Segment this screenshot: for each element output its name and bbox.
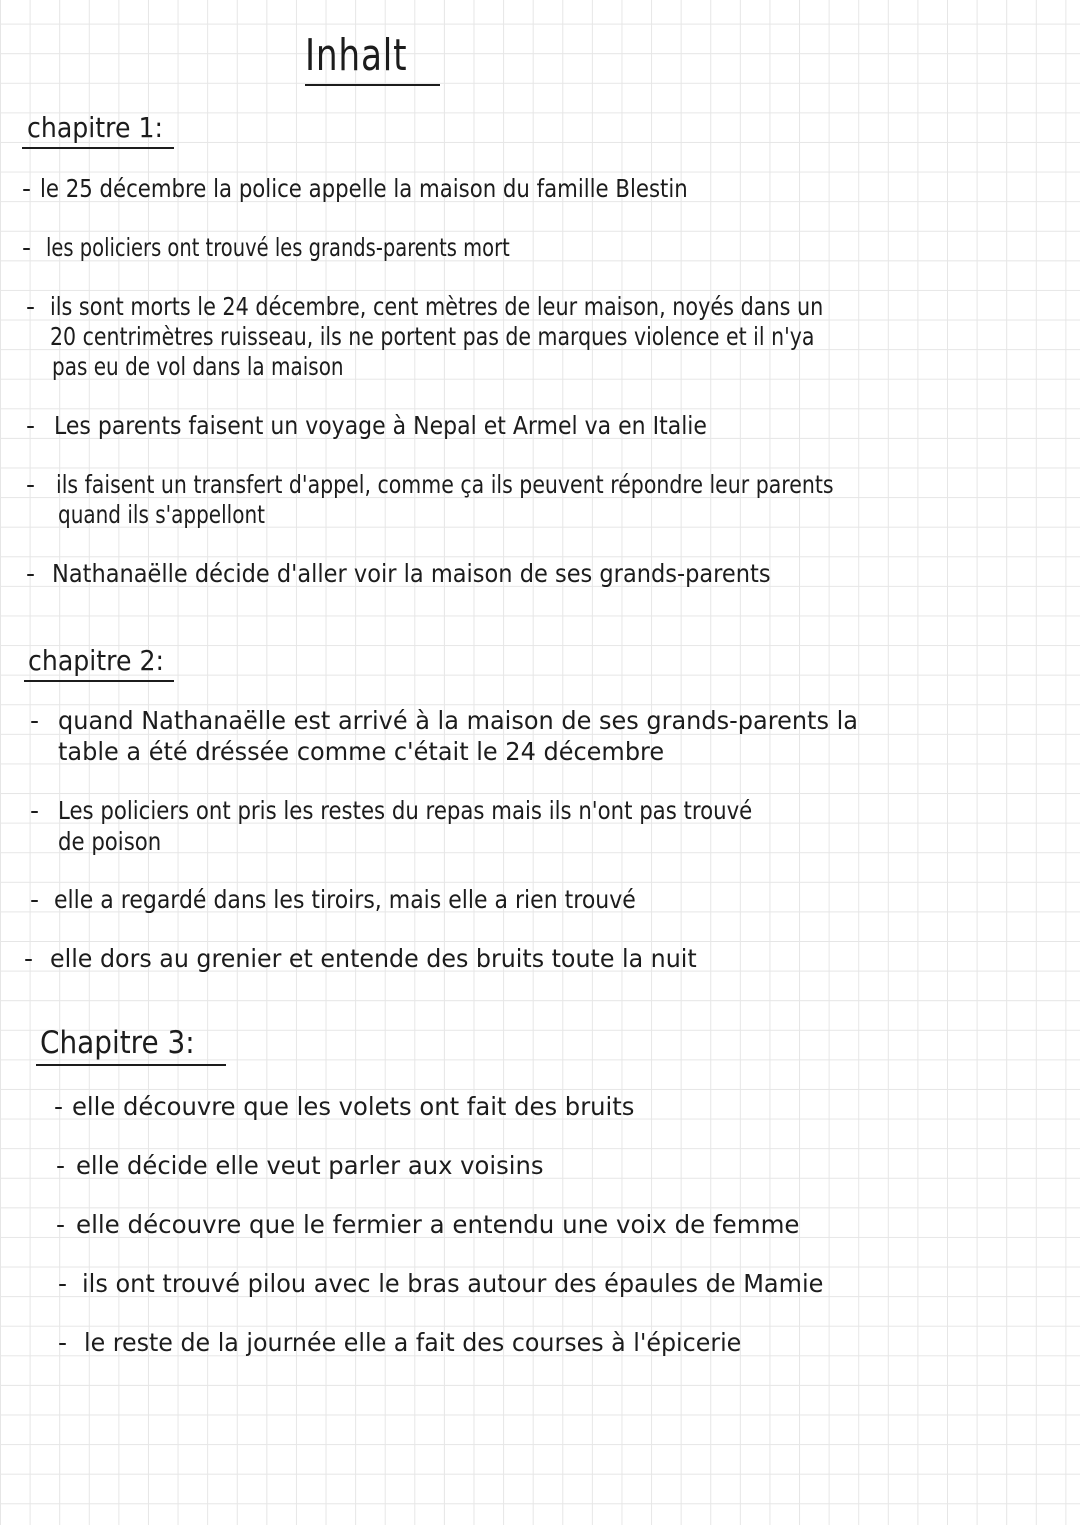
chapter-1-heading: chapitre 1:: [27, 111, 163, 144]
chapter-2-item-1-line-2: table a été dréssée comme c'était le 24 décembre: [58, 737, 665, 766]
chapter-1-item-6-line-1: Nathanaëlle décide d'aller voir la maison de ses grands-parents: [52, 559, 771, 588]
bullet-dash: -: [30, 796, 40, 825]
chapter-3-item-2-line-1: elle décide elle veut parler aux voisins: [76, 1151, 544, 1180]
chapter-1-item-5-line-2: quand ils s'appellont: [58, 500, 265, 529]
bullet-dash: -: [56, 1151, 66, 1180]
page-title: Inhalt: [305, 30, 408, 81]
chapter-1-item-3-line-1: ils sont morts le 24 décembre, cent mètres de leur maison, noyés dans un: [50, 292, 824, 321]
chapter-3-item-4-line-1: ils ont trouvé pilou avec le bras autour des épaules de Mamie: [82, 1269, 824, 1298]
bullet-dash: -: [22, 174, 32, 203]
bullet-dash: -: [26, 411, 36, 440]
bullet-dash: -: [30, 706, 40, 735]
chapter-1-item-3-line-2: 20 centrimètres ruisseau, ils ne portent pas de marques violence et il n'ya: [50, 322, 815, 351]
bullet-dash: -: [30, 885, 40, 914]
chapter-2-item-4-line-1: elle dors au grenier et entende des bruits toute la nuit: [50, 944, 697, 973]
chapter-3-item-1-line-1: elle découvre que les volets ont fait des bruits: [72, 1092, 635, 1121]
bullet-dash: -: [26, 559, 36, 588]
bullet-dash: -: [22, 233, 32, 262]
chapter-3-item-5-line-1: le reste de la journée elle a fait des courses à l'épicerie: [84, 1328, 742, 1357]
chapter-1-item-3-line-3: pas eu de vol dans la maison: [52, 352, 344, 381]
chapter-1-item-5-line-1: ils faisent un transfert d'appel, comme ça ils peuvent répondre leur parents: [56, 470, 834, 499]
chapter-2-item-2-line-1: Les policiers ont pris les restes du repas mais ils n'ont pas trouvé: [58, 796, 753, 825]
chapter-1-item-1-line-1: le 25 décembre la police appelle la maison du famille Blestin: [40, 174, 688, 203]
bullet-dash: -: [58, 1328, 68, 1357]
title-underline: [305, 84, 440, 86]
chapter-2-item-2-line-2: de poison: [58, 827, 162, 856]
chapter-1-underline: [22, 147, 174, 149]
bullet-dash: -: [26, 292, 36, 321]
bullet-dash: -: [24, 944, 34, 973]
bullet-dash: -: [56, 1210, 66, 1239]
bullet-dash: -: [26, 470, 36, 499]
chapter-3-underline: [36, 1064, 226, 1066]
chapter-2-item-1-line-1: quand Nathanaëlle est arrivé à la maison de ses grands-parents la: [58, 706, 858, 735]
bullet-dash: -: [58, 1269, 68, 1298]
chapter-1-item-2-line-1: les policiers ont trouvé les grands-parents mort: [46, 233, 510, 262]
chapter-3-heading: Chapitre 3:: [40, 1025, 195, 1061]
chapter-2-item-3-line-1: elle a regardé dans les tiroirs, mais elle a rien trouvé: [54, 885, 636, 914]
bullet-dash: -: [54, 1092, 64, 1121]
chapter-3-item-3-line-1: elle découvre que le fermier a entendu une voix de femme: [76, 1210, 800, 1239]
chapter-2-underline: [24, 680, 174, 682]
chapter-2-heading: chapitre 2:: [28, 644, 164, 677]
chapter-1-item-4-line-1: Les parents faisent un voyage à Nepal et Armel va en Italie: [54, 411, 707, 440]
